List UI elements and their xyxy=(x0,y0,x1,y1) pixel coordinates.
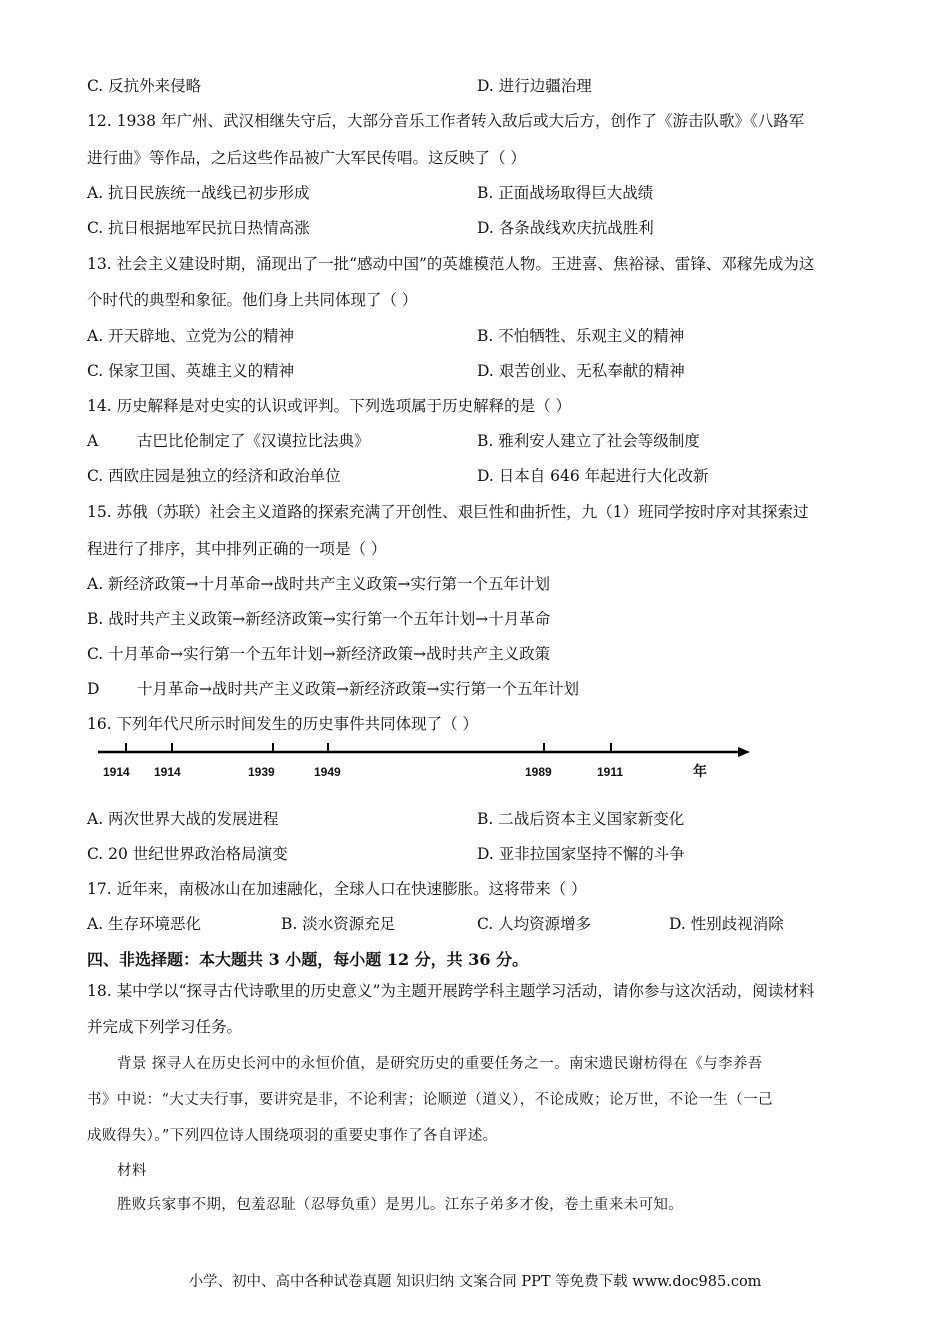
q14-option-a-text: 古巴比伦制定了《汉谟拉比法典》 xyxy=(137,432,370,450)
q15-option-c: C. 十月革命→实行第一个五年计划→新经济政策→战时共产主义政策 xyxy=(87,645,551,663)
q15-option-b: B. 战时共产主义政策→新经济政策→实行第一个五年计划→十月革命 xyxy=(87,610,551,628)
q18-background-line3: 成败得失）。”下列四位诗人围绕项羽的重要史事作了各自评述。 xyxy=(87,1128,498,1144)
q15-option-d-text: 十月革命→战时共产主义政策→新经济政策→实行第一个五年计划 xyxy=(137,680,579,698)
q12-option-c: C. 抗日根据地军民抗日热情高涨 xyxy=(87,219,310,237)
q16-option-row xyxy=(87,809,685,829)
q14-option-b: B. 雅利安人建立了社会等级制度 xyxy=(477,432,700,450)
q13-stem-line2: 个时代的典型和象征。他们身上共同体现了（ ） xyxy=(87,291,418,309)
page-footer: 小学、初中、高中各种试卷真题 知识归纳 文案合同 PPT 等免费下载 www.doc985.com xyxy=(188,1274,762,1290)
q13-stem-line1: 13. 社会主义建设时期，涌现出了一批“感动中国”的英雄模范人物。王进喜、焦裕禄、雷锋、邓稼先成为这 xyxy=(87,255,815,273)
q17-option-d: D. 性别歧视消除 xyxy=(669,915,784,933)
timeline-year-label: 1911 xyxy=(597,765,624,779)
q14-stem: 14. 历史解释是对史实的认识或评判。下列选项属于历史解释的是（ ） xyxy=(87,397,572,415)
timeline-year-label: 1914 xyxy=(103,765,130,779)
q18-background-line2: 书》中说：“大丈夫行事，要讲究是非，不论利害；论顺逆（道义），不论成败；论万世，不论一生（一己 xyxy=(87,1092,773,1108)
q12-option-a: A. 抗日民族统一战线已初步形成 xyxy=(87,184,310,202)
q13-option-row xyxy=(87,326,685,346)
q15-stem-line1: 15. 苏俄（苏联）社会主义道路的探索充满了开创性、艰巨性和曲折性，九（1）班同学按时序对其探索过 xyxy=(87,503,809,521)
q16-option-d: D. 亚非拉国家坚持不懈的斗争 xyxy=(477,845,685,863)
q15-option-d-letter: D xyxy=(87,680,100,698)
q12-option-d: D. 各条战线欢庆抗战胜利 xyxy=(477,219,654,237)
q18-stem-line2: 并完成下列学习任务。 xyxy=(87,1018,243,1036)
q13-option-d: D. 艰苦创业、无私奉献的精神 xyxy=(477,362,685,380)
q12-stem-line2: 进行曲》等作品，之后这些作品被广大军民传唱。这反映了（ ） xyxy=(87,149,526,167)
timeline-year-label: 1914 xyxy=(154,765,181,779)
timeline-ruler xyxy=(98,738,758,784)
q17-option-c: C. 人均资源增多 xyxy=(477,915,592,933)
q13-option-c: C. 保家卫国、英雄主义的精神 xyxy=(87,362,295,380)
q11-option-c: C. 反抗外来侵略 xyxy=(87,77,202,95)
q12-option-row xyxy=(87,218,654,238)
q11-option-row xyxy=(87,76,592,96)
q17-option-a: A. 生存环境恶化 xyxy=(87,915,202,933)
q18-stem-line1: 18. 某中学以“探寻古代诗歌里的历史意义”为主题开展跨学科主题学习活动，请你参与这次活动，阅读材料 xyxy=(87,982,815,1000)
q18-poem: 胜败兵家事不期，包羞忍耻（忍辱负重）是男儿。江东子弟多才俊，卷土重来未可知。 xyxy=(117,1197,684,1213)
q16-option-b: B. 二战后资本主义国家新变化 xyxy=(477,810,685,828)
q15-option-row xyxy=(87,679,579,699)
q14-option-c: C. 西欧庄园是独立的经济和政治单位 xyxy=(87,467,341,485)
section-heading: 四、非选择题：本大题共 3 小题，每小题 12 分，共 36 分。 xyxy=(87,950,529,969)
q18-material-label: 材料 xyxy=(117,1163,147,1179)
q18-background-line1: 背景 探寻人在历史长河中的永恒价值，是研究历史的重要任务之一。南宋遗民谢枋得在《与李养吾 xyxy=(117,1056,763,1072)
q12-option-b: B. 正面战场取得巨大战绩 xyxy=(477,184,654,202)
timeline-arrow-icon xyxy=(738,747,750,757)
q14-option-a-letter: A xyxy=(87,432,99,450)
q14-option-row xyxy=(87,466,709,486)
timeline-year-label: 1949 xyxy=(314,765,341,779)
q13-option-a: A. 开天辟地、立党为公的精神 xyxy=(87,327,295,345)
timeline-year-label: 1989 xyxy=(525,765,552,779)
timeline-unit-label: 年 xyxy=(693,763,707,779)
q12-stem-line1: 12. 1938 年广州、武汉相继失守后，大部分音乐工作者转入敌后或大后方，创作了《游击队歌》《八路军 xyxy=(87,112,805,130)
q16-option-a: A. 两次世界大战的发展进程 xyxy=(87,810,279,828)
q13-option-b: B. 不怕牺牲、乐观主义的精神 xyxy=(477,327,685,345)
q14-option-d: D. 日本自 646 年起进行大化改新 xyxy=(477,467,709,485)
q15-stem-line2: 程进行了排序，其中排列正确的一项是（ ） xyxy=(87,540,387,558)
q13-option-row xyxy=(87,361,685,381)
q15-option-a: A. 新经济政策→十月革命→战时共产主义政策→实行第一个五年计划 xyxy=(87,575,551,593)
q17-stem: 17. 近年来，南极冰山在加速融化，全球人口在快速膨胀。这将带来（ ） xyxy=(87,880,587,898)
q16-option-row xyxy=(87,844,685,864)
q12-option-row xyxy=(87,183,654,203)
q16-stem: 16. 下列年代尺所示时间发生的历史事件共同体现了（ ） xyxy=(87,715,479,733)
timeline-year-label: 1939 xyxy=(248,765,275,779)
q14-option-row xyxy=(87,431,700,451)
q11-option-d: D. 进行边疆治理 xyxy=(477,77,592,95)
q16-option-c: C. 20 世纪世界政治格局演变 xyxy=(87,845,288,863)
q17-option-b: B. 淡水资源充足 xyxy=(281,915,396,933)
